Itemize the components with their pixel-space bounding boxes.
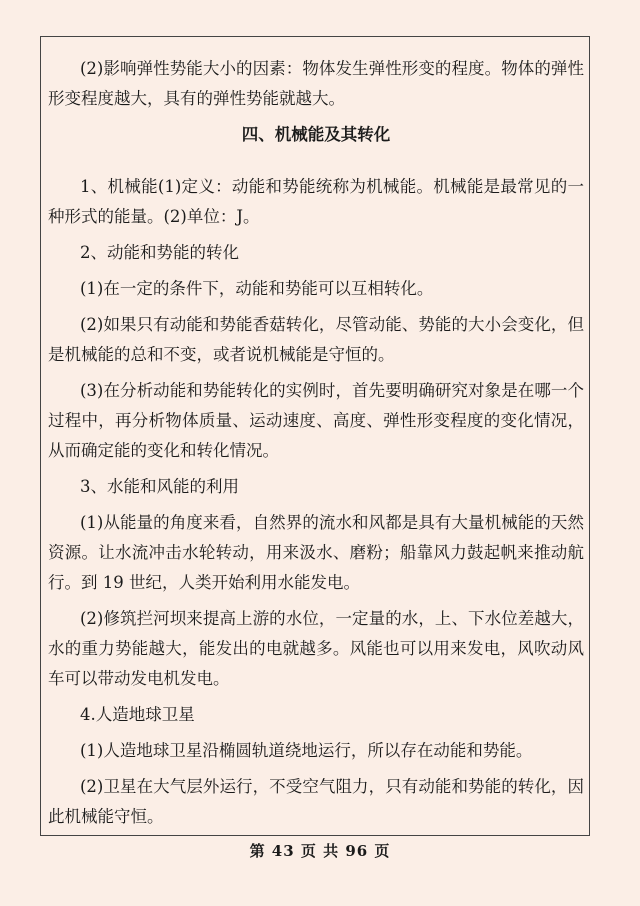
document-body: [48, 54, 584, 838]
paragraph: (3)在分析动能和势能转化的实例时，首先要明确研究对象是在哪一个过程中，再分析物体质量、运动速度、高度、弹性形变程度的变化情况，从而确定能的变化和转化情况。: [48, 381, 584, 460]
paragraph: (1)在一定的条件下，动能和势能可以互相转化。: [80, 279, 434, 298]
paragraph: (2)如果只有动能和势能香菇转化，尽管动能、势能的大小会变化，但是机械能的总和不变，或者说机械能是守恒的。: [48, 315, 584, 364]
paragraph: 3、水能和风能的利用: [80, 477, 239, 496]
section-heading: 四、机械能及其转化: [241, 125, 391, 144]
paragraph: (2)修筑拦河坝来提高上游的水位，一定量的水，上、下水位差越大，水的重力势能越大，能发出的电就越多。风能也可以用来发电，风吹动风车可以带动发电机发电。: [48, 609, 584, 688]
paragraph: (1)从能量的角度来看，自然界的流水和风都是具有大量机械能的天然资源。让水流冲击水轮转动，用来汲水、磨粉；船靠风力鼓起帆来推动航行。到 19 世纪，人类开始利用水能发电。: [48, 513, 584, 592]
page-footer: 第 43 页 共 96 页: [249, 842, 391, 860]
paragraph: (1)人造地球卫星沿椭圆轨道绕地运行，所以存在动能和势能。: [80, 741, 533, 760]
paragraph-elastic-energy: (2)影响弹性势能大小的因素：物体发生弹性形变的程度。物体的弹性形变程度越大，具有的弹性势能就越大。: [48, 59, 584, 108]
paragraph: (2)卫星在大气层外运行，不受空气阻力，只有动能和势能的转化，因此机械能守恒。: [48, 777, 584, 826]
paragraph: 2、动能和势能的转化: [80, 243, 239, 262]
paragraph: 4.人造地球卫星: [80, 705, 195, 724]
paragraph: 1、机械能(1)定义：动能和势能统称为机械能。机械能是最常见的一种形式的能量。(2)单位：J。: [48, 177, 584, 226]
